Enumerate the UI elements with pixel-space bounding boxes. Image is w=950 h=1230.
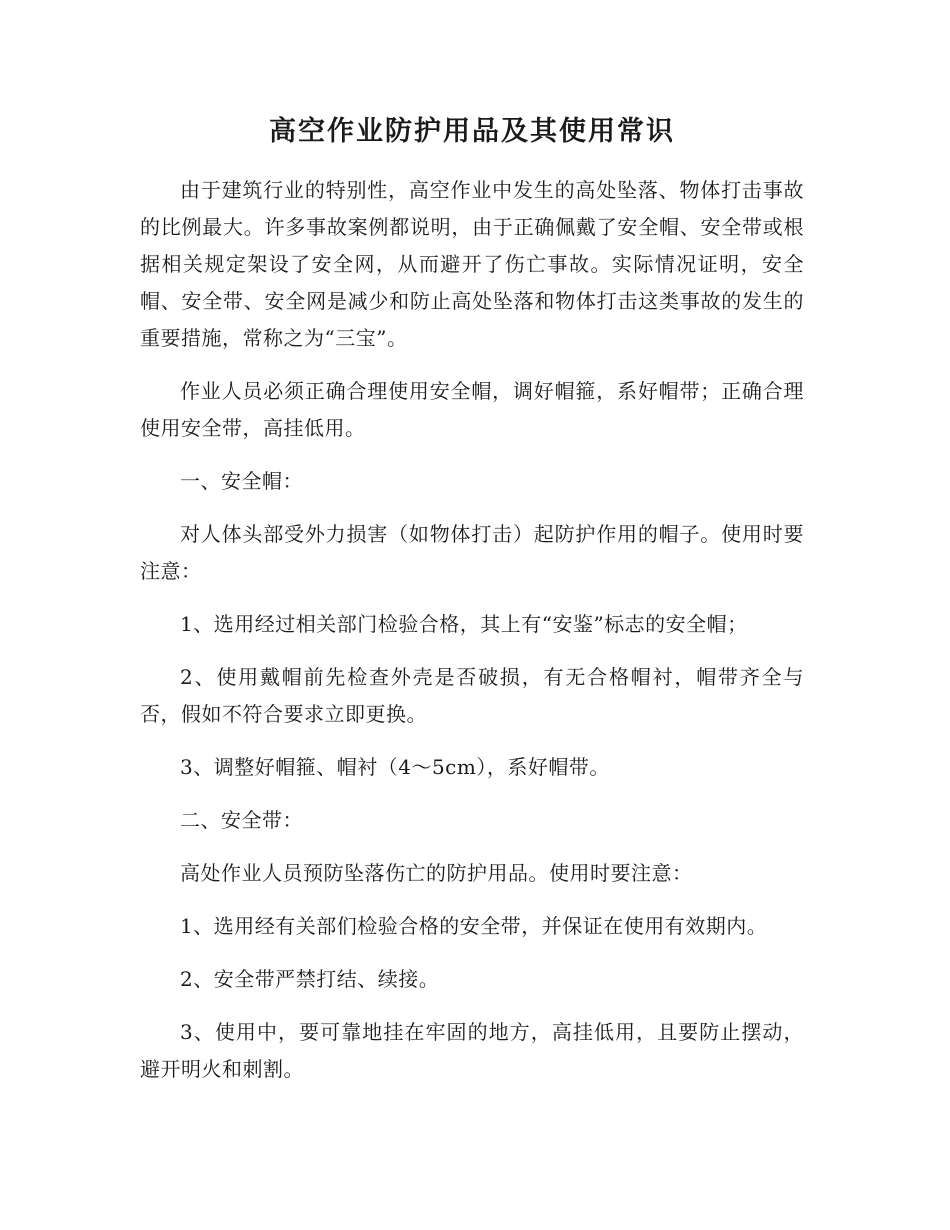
document-page: [140, 112, 804, 1104]
belt-item-2: 2、安全带严禁打结、续接。: [180, 967, 440, 991]
paragraph-helmet-definition: 对人体头部受外力损害（如物体打击）起防护作用的帽子。使用时要注意：: [140, 522, 804, 583]
belt-item-3: 3、使用中，要可靠地挂在牢固的地方，高挂低用，且要防止摆动，避开明火和刺割。: [140, 1020, 804, 1081]
helmet-item-2: 2、使用戴帽前先检查外壳是否破损，有无合格帽衬，帽带齐全与否，假如不符合要求立即更换。: [140, 665, 804, 726]
paragraph-usage-summary: 作业人员必须正确合理使用安全帽，调好帽箍，系好帽带；正确合理使用安全带，高挂低用。: [140, 379, 804, 440]
paragraph-intro: 由于建筑行业的特别性，高空作业中发生的高处坠落、物体打击事故的比例最大。许多事故案例都说明，由于正确佩戴了安全帽、安全带或根据相关规定架设了安全网，从而避开了伤亡事故。实际情况证明，安全帽、安全带、安全网是减少和防止高处坠落和物体打击这类事故的发生的重要措施，常称之为“三宝”。: [140, 178, 804, 350]
helmet-item-3: 3、调整好帽箍、帽衬（4～5cm），系好帽带。: [180, 755, 610, 779]
section-heading-helmet: 一、安全帽：: [180, 469, 303, 493]
belt-item-1: 1、选用经有关部们检验合格的安全带，并保证在使用有效期内。: [180, 914, 768, 938]
paragraph-belt-definition: 高处作业人员预防坠落伤亡的防护用品。使用时要注意：: [180, 861, 693, 885]
document-title: 高空作业防护用品及其使用常识: [269, 116, 675, 147]
helmet-item-1: 1、选用经过相关部门检验合格，其上有“安鉴”标志的安全帽；: [180, 612, 748, 636]
section-heading-belt: 二、安全带：: [180, 808, 303, 832]
